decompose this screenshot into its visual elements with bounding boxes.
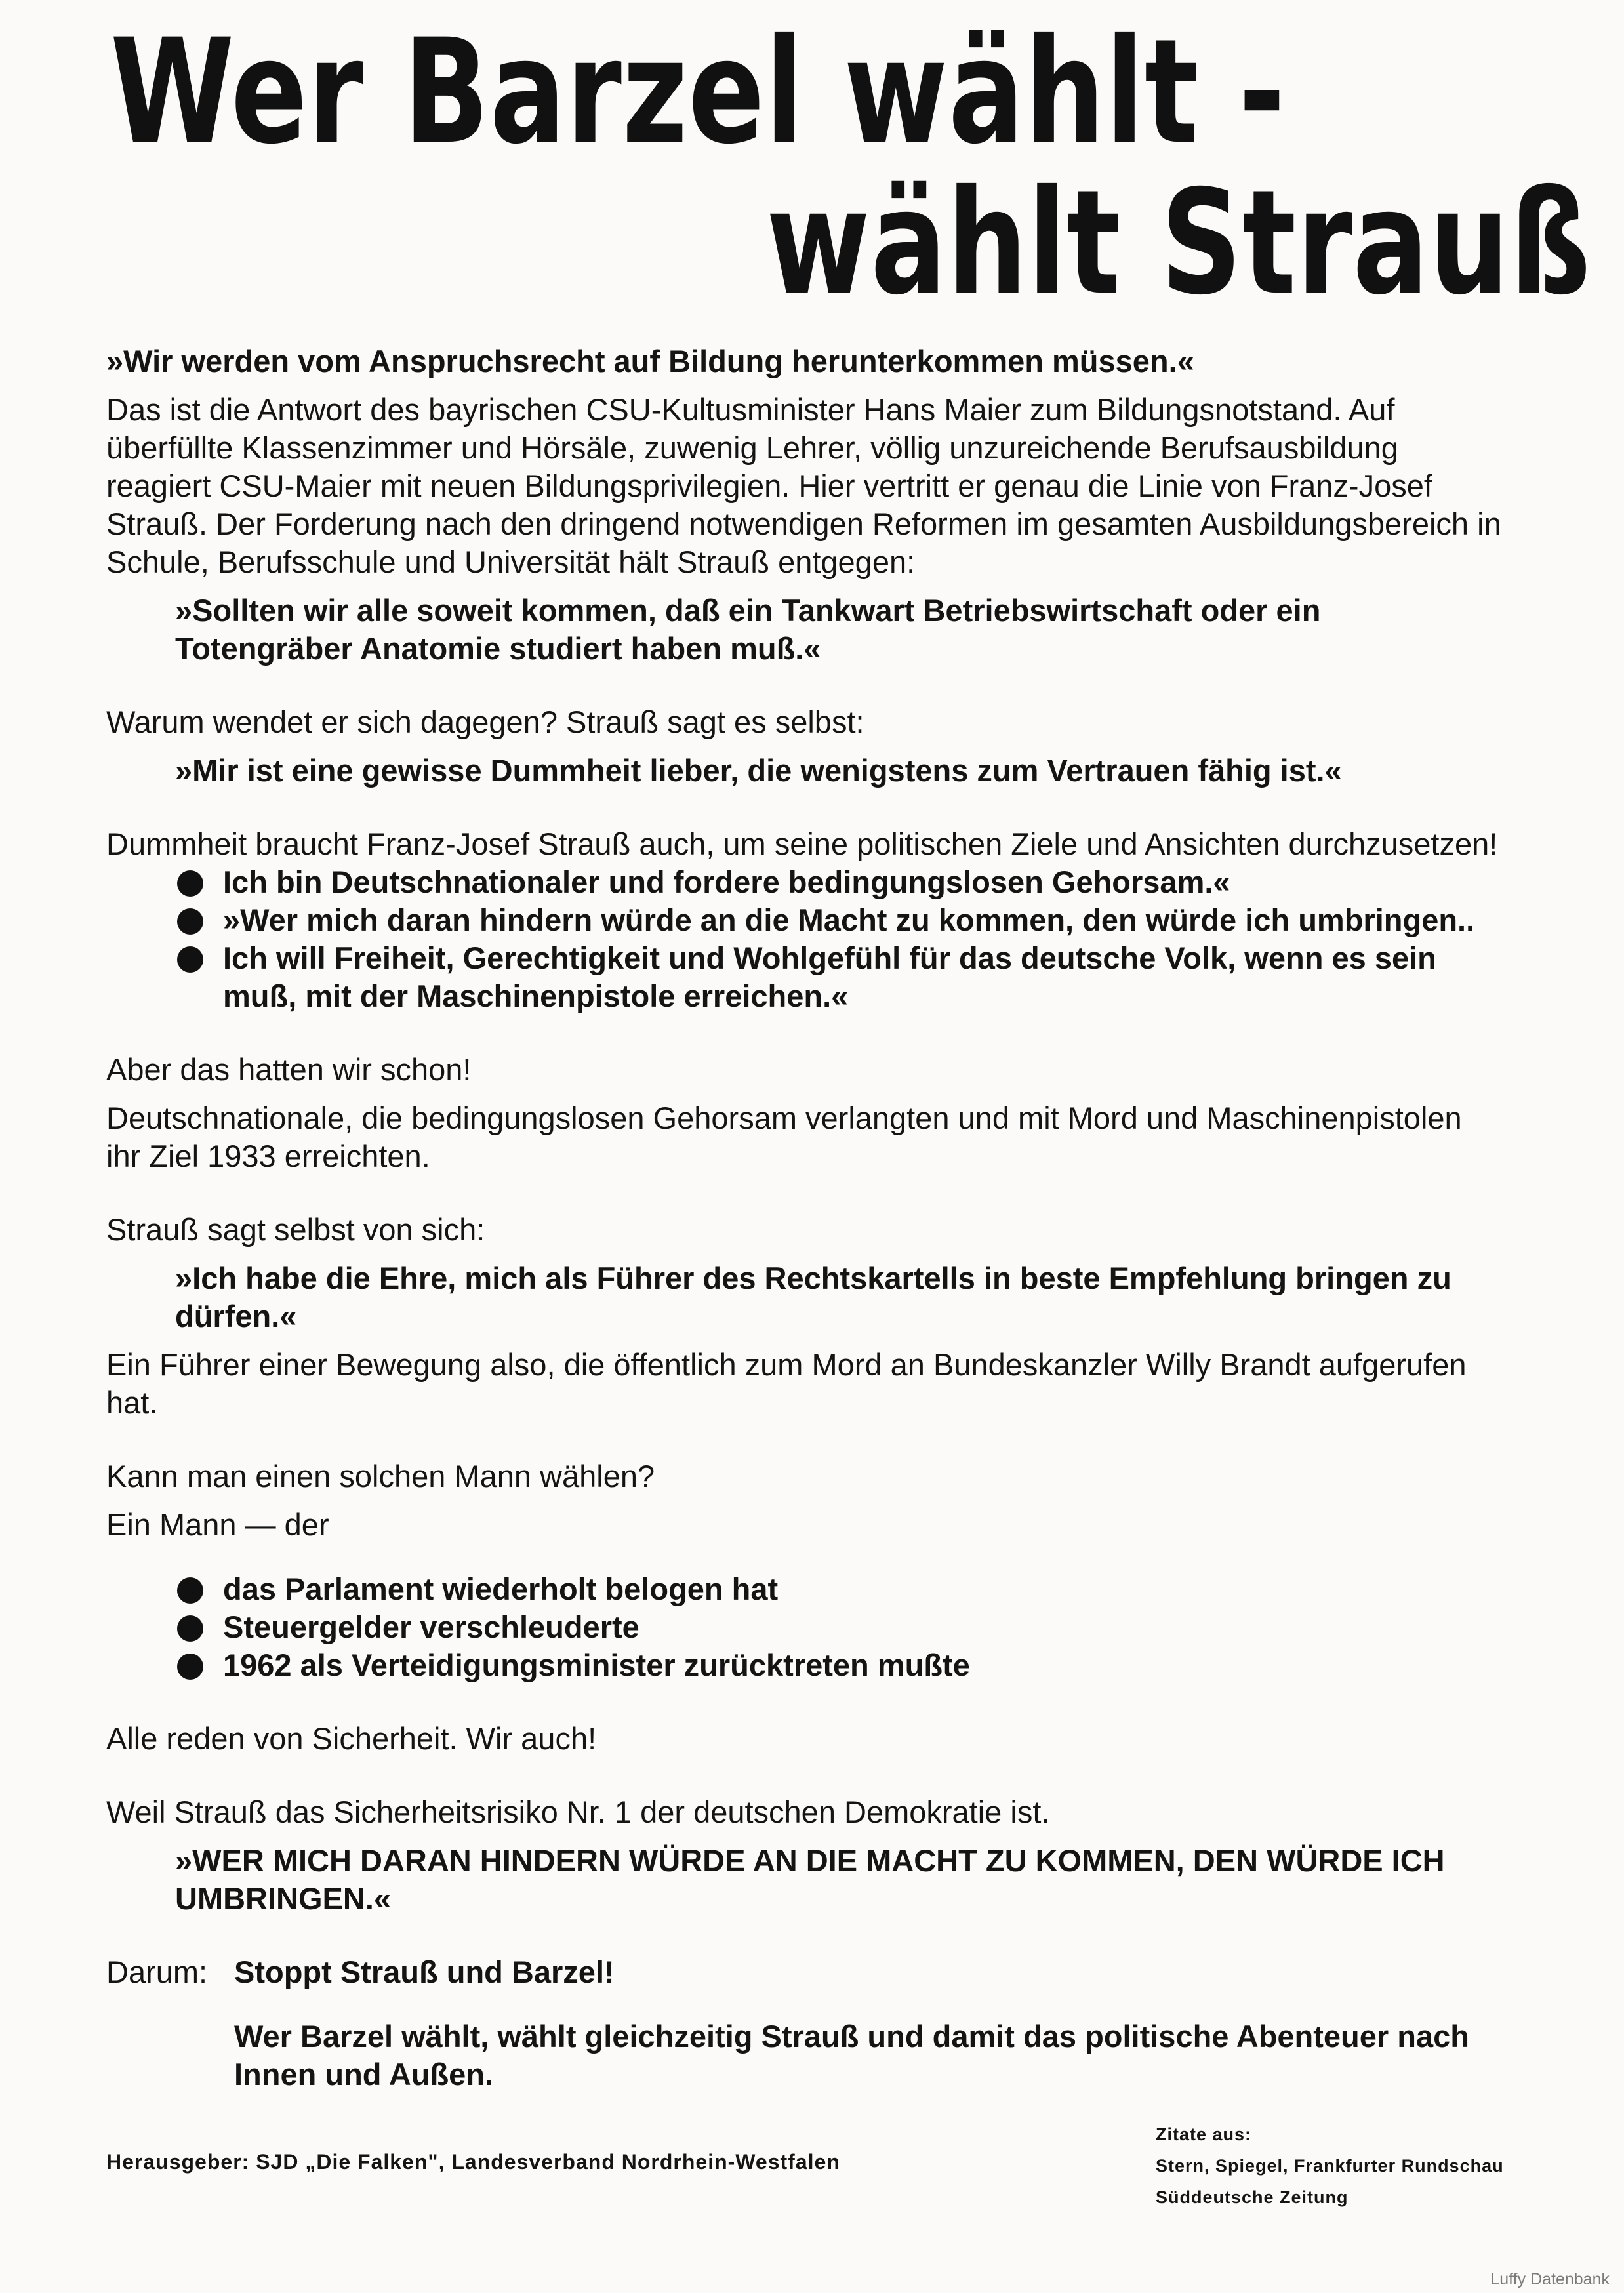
headline-line-2: wählt Strauß — [766, 159, 1592, 327]
bullet-item: Ich will Freiheit, Gerechtigkeit und Wohlgefühl für das deutsche Volk, wenn es sein muß, mit der Maschinenpistole erreichen.« — [177, 939, 1503, 1015]
bullet-dot-icon — [177, 1615, 203, 1642]
quote-bullet-list — [106, 863, 1503, 1015]
publisher-credit: Herausgeber: SJD „Die Falken", Landesverband Nordrhein-Westfalen — [106, 2150, 840, 2174]
bullet-dot-icon — [177, 1654, 203, 1680]
paragraph-dummheit: Dummheit braucht Franz-Josef Strauß auch, um seine politischen Ziele und Ansichten durchzusetzen! — [106, 826, 1498, 861]
paragraph-fuehrer: Ein Führer einer Bewegung also, die öffentlich zum Mord an Bundeskanzler Willy Brandt aufgerufen hat. — [106, 1347, 1467, 1420]
quote-dummheit: »Mir ist eine gewisse Dummheit lieber, die wenigstens zum Vertrauen fähig ist.« — [175, 753, 1342, 788]
watermark: Luffy Datenbank — [1490, 2270, 1610, 2288]
quote-ehre: »Ich habe die Ehre, mich als Führer des Rechtskartells in beste Empfehlung bringen zu dürfen.« — [175, 1261, 1451, 1333]
bullet-dot-icon — [177, 1577, 203, 1604]
sources-line-2: Süddeutsche Zeitung — [1156, 2187, 1349, 2207]
paragraph-bildung: Das ist die Antwort des bayrischen CSU-Kultusminister Hans Maier zum Bildungsnotstand. Auf überfüllte Klassenzimmer und Hörsäle, zuwenig Lehrer, völlig unzureichende Berufsausbildung reagiert CSU-Maier mit neuen Bildungsprivilegien. Hier vertritt er genau die Linie von Franz-Josef Strauß. Der Forderung nach den dringend notwendigen Reformen im gesamten Ausbildungsbereich in Schule, Berufsschule und Universität hält Strauß entgegen: — [106, 392, 1501, 579]
paragraph-waehlen: Kann man einen solchen Mann wählen? — [106, 1459, 655, 1493]
paragraph-sagt-selbst: Strauß sagt selbst von sich: — [106, 1212, 485, 1247]
bullet-item: Ich bin Deutschnationaler und fordere bedingungslosen Gehorsam.« — [177, 863, 1503, 901]
paragraph-deutschnationale: Deutschnationale, die bedingungslosen Gehorsam verlangten und mit Mord und Maschinenpistolen ihr Ziel 1933 erreichten. — [106, 1101, 1462, 1173]
conclusion-statement: Wer Barzel wählt, wählt gleichzeitig Strauß und damit das politische Abenteuer nach Innen und Außen. — [234, 2019, 1469, 2092]
conclusion-label: Darum: — [106, 1955, 208, 1989]
bullet-item: Steuergelder verschleuderte — [177, 1608, 1503, 1646]
charge-bullet-list — [106, 1570, 1503, 1684]
paragraph-warum: Warum wendet er sich dagegen? Strauß sagt es selbst: — [106, 704, 864, 739]
bullet-dot-icon — [177, 908, 203, 935]
bullet-item: 1962 als Verteidigungsminister zurücktreten mußte — [177, 1646, 1503, 1684]
paragraph-hatten-wir-schon: Aber das hatten wir schon! — [106, 1052, 472, 1087]
headline-line-1: Wer Barzel wählt - — [110, 8, 1286, 176]
intro-quote: »Wir werden vom Anspruchsrecht auf Bildung herunterkommen müssen.« — [106, 344, 1194, 378]
paragraph-sicherheitsrisiko: Weil Strauß das Sicherheitsrisiko Nr. 1 der deutschen Demokratie ist. — [106, 1795, 1050, 1829]
flyer-body — [106, 342, 1503, 2094]
sources-block — [1156, 2119, 1504, 2213]
sources-line-1: Stern, Spiegel, Frankfurter Rundschau — [1156, 2156, 1504, 2176]
conclusion-headline: Stoppt Strauß und Barzel! — [234, 1955, 615, 1989]
bullet-dot-icon — [177, 946, 203, 973]
paragraph-ein-mann: Ein Mann — der — [106, 1507, 329, 1542]
quote-umbringen-caps: »WER MICH DARAN HINDERN WÜRDE AN DIE MACHT ZU KOMMEN, DEN WÜRDE ICH UMBRINGEN.« — [175, 1843, 1445, 1916]
bullet-item: »Wer mich daran hindern würde an die Macht zu kommen, den würde ich umbringen.. — [177, 901, 1503, 939]
paragraph-sicherheit: Alle reden von Sicherheit. Wir auch! — [106, 1721, 597, 1756]
bullet-dot-icon — [177, 870, 203, 897]
bullet-item: das Parlament wiederholt belogen hat — [177, 1570, 1503, 1608]
quote-tankwart: »Sollten wir alle soweit kommen, daß ein Tankwart Betriebswirtschaft oder ein Totengräber Anatomie studiert haben muß.« — [175, 593, 1321, 666]
conclusion-block — [106, 1953, 1503, 2094]
conclusion-text — [234, 1953, 1503, 2094]
sources-heading: Zitate aus: — [1156, 2124, 1252, 2144]
